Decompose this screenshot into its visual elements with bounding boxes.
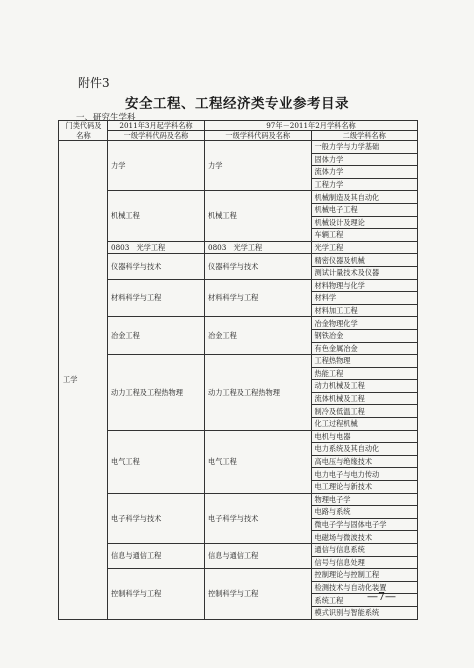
second-level-discipline-cell: 通信与信息系统 bbox=[311, 544, 418, 557]
second-level-discipline-cell: 材料加工工程 bbox=[311, 304, 418, 317]
second-level-discipline-cell: 一般力学与力学基础 bbox=[311, 141, 418, 154]
second-level-discipline-cell: 热能工程 bbox=[311, 367, 418, 380]
new-discipline-cell: 动力工程及工程热物理 bbox=[108, 355, 205, 431]
second-level-discipline-cell: 制冷及低温工程 bbox=[311, 405, 418, 418]
second-level-discipline-cell: 信号与信息处理 bbox=[311, 556, 418, 569]
second-level-discipline-cell: 检测技术与自动化装置 bbox=[311, 581, 418, 594]
table-row bbox=[59, 317, 418, 330]
attachment-label: 附件3 bbox=[78, 76, 110, 90]
second-level-discipline-cell: 系统工程 bbox=[311, 594, 418, 607]
section-label: 一、研究生学科 bbox=[76, 113, 136, 123]
second-level-discipline-cell: 材料学 bbox=[311, 292, 418, 305]
table-row bbox=[59, 191, 418, 204]
old-discipline-cell: 材料科学与工程 bbox=[205, 279, 312, 317]
table-row bbox=[59, 493, 418, 506]
second-level-discipline-cell: 钢铁冶金 bbox=[311, 329, 418, 342]
new-discipline-cell: 材料科学与工程 bbox=[108, 279, 205, 317]
table-row bbox=[59, 254, 418, 267]
second-level-discipline-cell: 物理电子学 bbox=[311, 493, 418, 506]
new-discipline-cell: 电气工程 bbox=[108, 430, 205, 493]
old-discipline-cell: 冶金工程 bbox=[205, 317, 312, 355]
new-discipline-cell: 冶金工程 bbox=[108, 317, 205, 355]
second-level-discipline-cell: 光学工程 bbox=[311, 241, 418, 254]
second-level-discipline-cell: 动力机械及工程 bbox=[311, 380, 418, 393]
second-level-discipline-cell: 材料物理与化学 bbox=[311, 279, 418, 292]
second-level-discipline-cell: 机械设计及理论 bbox=[311, 216, 418, 229]
second-level-discipline-cell: 微电子学与固体电子学 bbox=[311, 518, 418, 531]
new-discipline-cell: 力学 bbox=[108, 141, 205, 191]
second-level-discipline-cell: 电工理论与新技术 bbox=[311, 481, 418, 494]
second-level-discipline-cell: 流体力学 bbox=[311, 166, 418, 179]
table-row bbox=[59, 544, 418, 557]
old-discipline-cell: 控制科学与工程 bbox=[205, 569, 312, 619]
second-level-discipline-cell: 电力系统及其自动化 bbox=[311, 443, 418, 456]
second-level-discipline-cell: 有色金属冶金 bbox=[311, 342, 418, 355]
new-discipline-cell: 电子科学与技术 bbox=[108, 493, 205, 543]
table-header-row bbox=[59, 121, 418, 131]
table-row bbox=[59, 569, 418, 582]
new-discipline-cell: 信息与通信工程 bbox=[108, 544, 205, 569]
second-level-discipline-cell: 工程力学 bbox=[311, 178, 418, 191]
second-level-discipline-cell: 电机与电器 bbox=[311, 430, 418, 443]
second-level-discipline-cell: 工程热物理 bbox=[311, 355, 418, 368]
old-discipline-cell: 信息与通信工程 bbox=[205, 544, 312, 569]
old-discipline-cell: 电子科学与技术 bbox=[205, 493, 312, 543]
page-number: —7— bbox=[367, 590, 396, 603]
old-discipline-cell: 仪器科学与技术 bbox=[205, 254, 312, 279]
old-second-level-header: 二级学科名称 bbox=[311, 131, 418, 141]
table-row bbox=[59, 430, 418, 443]
old-discipline-cell: 电气工程 bbox=[205, 430, 312, 493]
table-subheader-row bbox=[59, 131, 418, 141]
second-level-discipline-cell: 精密仪器及机械 bbox=[311, 254, 418, 267]
table-row bbox=[59, 279, 418, 292]
new-first-level-header: 一级学科代码及名称 bbox=[108, 131, 205, 141]
old-discipline-cell: 机械工程 bbox=[205, 191, 312, 241]
second-level-discipline-cell: 流体机械及工程 bbox=[311, 392, 418, 405]
new-discipline-cell: 控制科学与工程 bbox=[108, 569, 205, 619]
old-group-header: 97年－2011年2月学科名称 bbox=[205, 121, 418, 131]
second-level-discipline-cell: 电磁场与微波技术 bbox=[311, 531, 418, 544]
second-level-discipline-cell: 机械电子工程 bbox=[311, 203, 418, 216]
second-level-discipline-cell: 电力电子与电力传动 bbox=[311, 468, 418, 481]
second-level-discipline-cell: 机械制造及其自动化 bbox=[311, 191, 418, 204]
second-level-discipline-cell: 车辆工程 bbox=[311, 229, 418, 242]
second-level-discipline-cell: 控制理论与控制工程 bbox=[311, 569, 418, 582]
new-group-header: 2011年3月起学科名称 bbox=[108, 121, 205, 131]
new-discipline-cell: 0803 光学工程 bbox=[108, 241, 205, 254]
second-level-discipline-cell: 冶金物理化学 bbox=[311, 317, 418, 330]
category-header: 门类代码及名称 bbox=[59, 121, 108, 141]
old-discipline-cell: 力学 bbox=[205, 141, 312, 191]
new-discipline-cell: 仪器科学与技术 bbox=[108, 254, 205, 279]
discipline-table bbox=[58, 120, 418, 620]
second-level-discipline-cell: 固体力学 bbox=[311, 153, 418, 166]
second-level-discipline-cell: 化工过程机械 bbox=[311, 418, 418, 431]
category-cell: 工学 bbox=[59, 141, 108, 620]
old-discipline-cell: 动力工程及工程热物理 bbox=[205, 355, 312, 431]
second-level-discipline-cell: 高电压与绝缘技术 bbox=[311, 455, 418, 468]
old-first-level-header: 一级学科代码及名称 bbox=[205, 131, 312, 141]
table-row bbox=[59, 355, 418, 368]
old-discipline-cell: 0803 光学工程 bbox=[205, 241, 312, 254]
second-level-discipline-cell: 模式识别与智能系统 bbox=[311, 606, 418, 619]
table-row bbox=[59, 241, 418, 254]
page-title: 安全工程、工程经济类专业参考目录 bbox=[125, 96, 349, 112]
table-row bbox=[59, 141, 418, 154]
new-discipline-cell: 机械工程 bbox=[108, 191, 205, 241]
second-level-discipline-cell: 测试计量技术及仪器 bbox=[311, 266, 418, 279]
second-level-discipline-cell: 电路与系统 bbox=[311, 506, 418, 519]
